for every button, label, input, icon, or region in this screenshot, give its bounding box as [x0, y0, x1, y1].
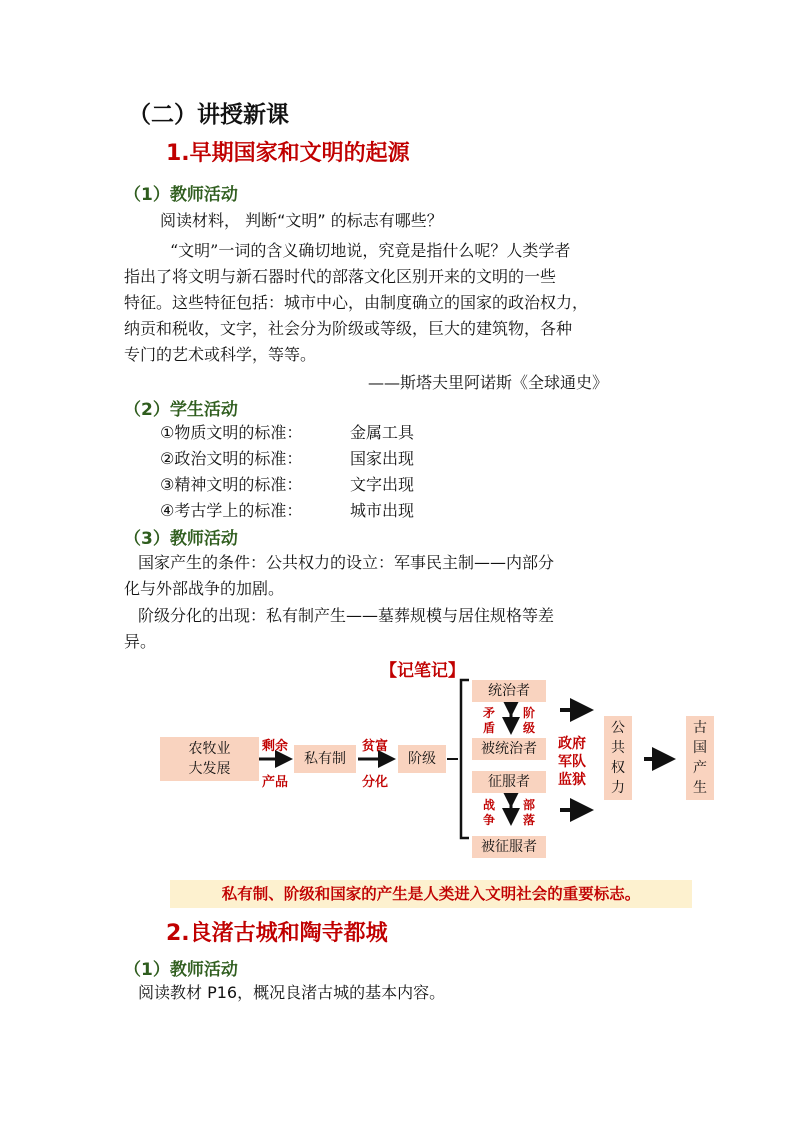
standard-value-4: 城市出现 — [350, 501, 415, 520]
power-char-2: 共 — [611, 740, 625, 756]
label-wealth-bottom: 分化 — [362, 775, 389, 790]
para1-line-1: 国家产生的条件：公共权力的设立：军事民主制——内部分 — [138, 553, 555, 572]
topic1-title: 1.早期国家和文明的起源 — [166, 141, 410, 166]
step1-question: 阅读材料， 判断“文明” 的标志有哪些？ — [160, 211, 443, 230]
step1-label: （1）教师活动 — [124, 185, 238, 205]
state-char-2: 国 — [693, 740, 707, 756]
step3-label: （3）教师活动 — [124, 529, 238, 549]
label-conflict-left — [482, 706, 496, 736]
standard-value-2: 国家出现 — [350, 449, 415, 468]
box-agriculture — [160, 737, 259, 781]
standard-label-1: ①物质文明的标准： — [160, 423, 303, 442]
quote-line-3: 特征。这些特征包括：城市中心，由制度确立的国家的政治权力， — [124, 293, 589, 312]
quote-line-1: “文明”一词的含义确切地说，究竟是指什么呢？人类学者 — [170, 241, 571, 260]
diagram-bracket — [461, 680, 469, 838]
step2-label: （2）学生活动 — [124, 400, 238, 420]
state-char-4: 生 — [693, 780, 707, 796]
topic2-title: 2.良渚古城和陶寺都城 — [166, 921, 388, 946]
standard-label-2: ②政治文明的标准： — [160, 449, 303, 468]
quote-line-5: 专门的艺术或科学，等等。 — [124, 345, 317, 364]
standard-label-3: ③精神文明的标准： — [160, 475, 303, 494]
diagram-title: 【记笔记】 — [380, 661, 465, 681]
standard-value-3: 文字出现 — [350, 475, 415, 494]
conflict-right-2: 级 — [522, 721, 535, 735]
label-conflict-right — [522, 706, 536, 736]
gov-line-1: 政府 — [558, 736, 586, 752]
conclusion-banner: 私有制、阶级和国家的产生是人类进入文明社会的重要标志。 — [170, 880, 692, 908]
para1-line-2: 化与外部战争的加剧。 — [124, 579, 285, 598]
section-title: （二）讲授新课 — [128, 102, 289, 128]
label-war-left — [482, 798, 496, 828]
state-char-1: 古 — [693, 720, 707, 736]
gov-line-3: 监狱 — [558, 772, 586, 788]
box-ruled: 被统治者 — [472, 738, 546, 760]
agri-line-2: 大发展 — [188, 761, 231, 777]
box-conquered: 被征服者 — [472, 836, 546, 858]
box-classes: 阶级 — [398, 745, 446, 773]
box-public-power — [604, 716, 632, 800]
label-surplus-bottom: 产品 — [262, 775, 289, 790]
conflict-right-1: 阶 — [522, 706, 535, 720]
war-right-2: 落 — [522, 813, 535, 827]
power-char-1: 公 — [611, 720, 625, 736]
quote-source: ——斯塔夫里阿诺斯《全球通史》 — [368, 373, 609, 392]
step4-text: 阅读教材 P16，概况良渚古城的基本内容。 — [138, 983, 446, 1002]
label-war-right — [522, 798, 536, 828]
war-left-2: 争 — [482, 813, 495, 827]
gov-line-2: 军队 — [558, 754, 586, 770]
box-state — [686, 716, 714, 800]
quote-line-2: 指出了将文明与新石器时代的部落文化区别开来的文明的一些 — [124, 267, 557, 286]
power-char-4: 力 — [611, 780, 625, 796]
standard-label-4: ④考古学上的标准： — [160, 501, 303, 520]
agri-line-1: 农牧业 — [188, 741, 231, 757]
quote-line-4: 纳贡和税收，文字，社会分为阶级或等级，巨大的建筑物，各种 — [124, 319, 573, 338]
conflict-left-2: 盾 — [482, 721, 495, 735]
war-left-1: 战 — [482, 798, 495, 812]
step4-label: （1）教师活动 — [124, 960, 238, 980]
box-conqueror: 征服者 — [472, 771, 546, 793]
para2-line-1: 阶级分化的出现：私有制产生——墓葬规模与居住规格等差 — [138, 606, 555, 625]
war-right-1: 部 — [522, 798, 535, 812]
box-ruler: 统治者 — [472, 680, 546, 702]
standard-value-1: 金属工具 — [350, 423, 415, 442]
box-private: 私有制 — [294, 745, 356, 773]
state-char-3: 产 — [693, 760, 707, 776]
conflict-left-1: 矛 — [482, 706, 495, 720]
para2-line-2: 异。 — [124, 632, 157, 651]
gov-label — [558, 735, 586, 789]
label-surplus-top: 剩余 — [262, 739, 289, 754]
power-char-3: 权 — [611, 760, 625, 776]
label-wealth-top: 贫富 — [362, 739, 389, 754]
